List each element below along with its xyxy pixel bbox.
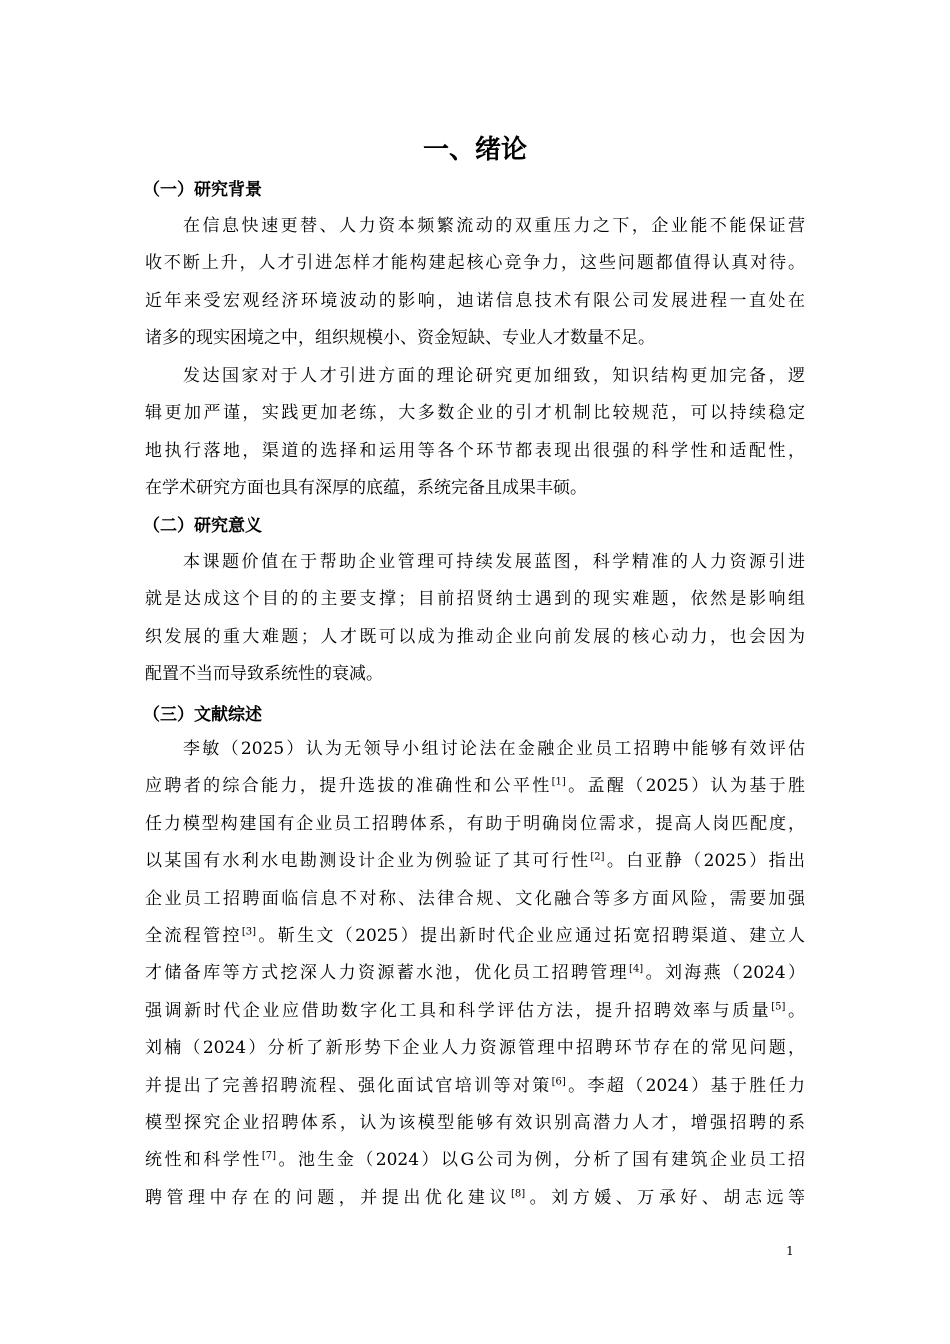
- text-line: 诸多的现实困境之中，组织规模小、资金短缺、专业人才数量不足。: [145, 328, 655, 349]
- text-line: 就是达成这个目的的主要支撑；目前招贤纳士遇到的现实难题，依然是影响组: [145, 589, 805, 610]
- citation-marker: [4]: [629, 963, 644, 975]
- text-segment: 全流程管控: [145, 925, 242, 946]
- text-segment: 才储备库等方式挖深人力资源蓄水池，优化员工招聘管理: [145, 963, 630, 984]
- citation-marker: [1]: [551, 776, 566, 788]
- page-number: 1: [786, 1244, 794, 1258]
- paragraph-significance: [145, 544, 805, 694]
- paragraph-background-1: [145, 208, 805, 358]
- text-line: [145, 918, 805, 955]
- text-line: 李敏（2025）认为无领导小组讨论法在金融企业员工招聘中能够有效评估: [183, 739, 805, 759]
- text-line: 本课题价值在于帮助企业管理可持续发展蓝图，科学精准的人力资源引进: [183, 552, 805, 572]
- text-line: 地执行落地，渠道的选择和运用等各个环节都表现出很强的科学性和适配性，: [145, 440, 805, 461]
- text-segment: 。靳生文（2025）提出新时代企业应通过拓宽招聘渠道、建立人: [255, 925, 806, 946]
- citation-marker: [6]: [551, 1075, 566, 1087]
- text-line: 织发展的重大难题；人才既可以成为推动企业向前发展的核心动力，也会因为: [145, 626, 805, 647]
- text-line: 近年来受宏观经济环境波动的影响，迪诺信息技术有限公司发展进程一直处在: [145, 290, 805, 311]
- text-segment: 强调新时代企业应借助数字化工具和科学评估方法，提升招聘效率与质量: [145, 1000, 772, 1021]
- text-segment: 。刘方媛、万承好、胡志远等: [525, 1187, 805, 1208]
- text-segment: 。李超（2024）基于胜任力: [565, 1075, 806, 1096]
- text-line: 配置不当而导致系统性的衰减。: [145, 664, 383, 685]
- text-segment: 。白亚静（2025）指出: [604, 851, 805, 872]
- text-segment: 应聘者的综合能力，提升选拔的准确性和公平性: [145, 776, 552, 797]
- text-line: 发达国家对于人才引进方面的理论研究更加细致，知识结构更加完备，逻: [183, 366, 805, 386]
- text-line: 辑更加严谨，实践更加老练，大多数企业的引才机制比较规范，可以持续稳定: [145, 403, 805, 424]
- text-line: [145, 955, 805, 992]
- citation-marker: [7]: [261, 1150, 276, 1162]
- text-line: [145, 768, 805, 805]
- text-segment: 统性和科学性: [145, 1150, 262, 1171]
- citation-marker: [5]: [771, 1001, 786, 1013]
- text-line: 收不断上升，人才引进怎样才能构建起核心竞争力，这些问题都值得认真对待。: [145, 253, 805, 274]
- text-segment: 以某国有水利水电勘测设计企业为例验证了其可行性: [145, 851, 591, 872]
- paragraph-literature-review: [145, 731, 805, 1217]
- chapter-title: 一、绪论: [422, 135, 527, 165]
- section-heading-significance: （二）研究意义: [143, 516, 262, 536]
- text-segment: 。刘海燕（2024）: [643, 963, 806, 984]
- text-line: [145, 1180, 805, 1217]
- section-heading-background: （一）研究背景: [143, 180, 262, 200]
- text-line: 在信息快速更替、人力资本频繁流动的双重压力之下，企业能不能保证营: [183, 216, 805, 236]
- paragraph-background-2: [145, 358, 805, 508]
- text-segment: 并提出了完善招聘流程、强化面试官培训等对策: [145, 1075, 552, 1096]
- text-segment: 。池生金（2024）以G公司为例，分析了国有建筑企业员工招: [275, 1150, 806, 1171]
- section-heading-literature-review: （三）文献综述: [143, 705, 262, 725]
- text-segment: 。孟醒（2025）认为基于胜: [565, 776, 806, 797]
- text-line: [145, 1068, 805, 1105]
- text-line: 刘楠（2024）分析了新形势下企业人力资源管理中招聘环节存在的常见问题，: [145, 1038, 805, 1059]
- text-line: 任力模型构建国有企业员工招聘体系，有助于明确岗位需求，提高人岗匹配度，: [145, 813, 805, 834]
- text-line: [145, 993, 805, 1030]
- text-line: 在学术研究方面也具有深厚的底蕴，系统完备且成果丰硕。: [145, 478, 587, 499]
- text-line: [145, 1142, 805, 1179]
- text-line: 模型探究企业招聘体系，认为该模型能够有效识别高潜力人才，增强招聘的系: [145, 1112, 805, 1133]
- text-segment: 聘管理中存在的问题，并提出优化建议: [145, 1187, 511, 1208]
- text-line: 企业员工招聘面临信息不对称、法律合规、文化融合等多方面风险，需要加强: [145, 888, 805, 909]
- citation-marker: [2]: [590, 851, 605, 863]
- text-line: [145, 843, 805, 880]
- text-segment: 。: [785, 1000, 806, 1021]
- citation-marker: [8]: [510, 1188, 526, 1200]
- citation-marker: [3]: [241, 926, 256, 938]
